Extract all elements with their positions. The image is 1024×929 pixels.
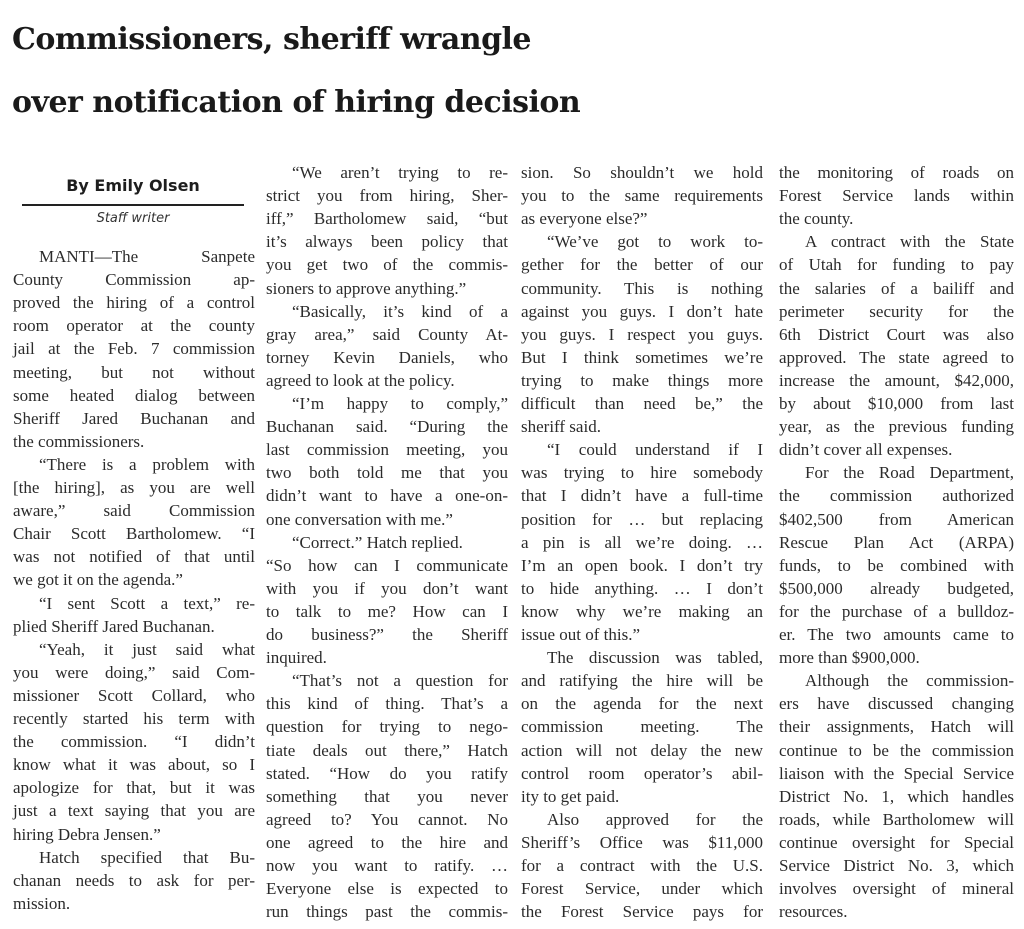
article-line: “There is a problem with — [39, 454, 255, 474]
article-line: “I could understand if I — [547, 440, 763, 460]
article-line: trying to make things more — [521, 370, 763, 390]
article-line: But I think sometimes we’re — [521, 347, 763, 367]
article-line: you to the same requirements — [521, 186, 763, 206]
article-line: and ratifying the hire will be — [521, 671, 763, 691]
article-line: strict you from hiring, Sher- — [266, 186, 508, 206]
article-line: inquired. — [266, 648, 327, 668]
article-line: you were doing,” said Com- — [13, 662, 255, 682]
article-line: some heated dialog between — [13, 385, 255, 405]
article-line: position for … but replacing — [521, 509, 763, 529]
article-line: community. This is nothing — [521, 278, 763, 298]
article-line: didn’t want to have a one-on- — [266, 486, 508, 506]
article-line: Buchanan said. “During the — [266, 417, 508, 437]
article-line: funds, to be combined with — [779, 555, 1014, 575]
article-line: you get two of the commis- — [266, 255, 508, 275]
article-line: 6th District Court was also — [779, 324, 1014, 344]
article-line: For the Road Department, — [805, 463, 1014, 483]
byline: By Emily Olsen — [66, 176, 200, 195]
article-line: plied Sheriff Jared Buchanan. — [13, 616, 215, 636]
article-line: the commission. “I didn’t — [13, 732, 255, 752]
article-line: MANTI—The Sanpete — [39, 247, 255, 266]
article-line: meeting, but not without — [13, 362, 255, 382]
article-line: we got it on the agenda.” — [13, 570, 183, 590]
article-line: didn’t cover all expenses. — [779, 440, 953, 460]
article-line: Chair Scott Bartholomew. “I — [13, 524, 255, 544]
headline-line: Commissioners, sheriff wrangle — [12, 22, 532, 57]
article-line: commission meeting. The — [521, 717, 763, 737]
article-line: the monitoring of roads on — [779, 163, 1014, 182]
article-line: continue oversight for Special — [779, 832, 1014, 852]
article-line: that I didn’t have a full-time — [521, 486, 763, 506]
article-line: “We’ve got to work to- — [547, 232, 763, 252]
article-line: aware,” said Commission — [13, 501, 255, 521]
article-line: iff,” Bartholomew said, “but — [266, 209, 508, 229]
article-line: proved the hiring of a control — [13, 293, 255, 313]
article-line: the salaries of a bailiff and — [779, 278, 1014, 298]
article-line: “I sent Scott a text,” re- — [39, 593, 255, 613]
article-line: the commission authorized — [779, 486, 1014, 506]
article-line: Although the commission- — [805, 671, 1014, 691]
article-line: was trying to hire somebody — [521, 463, 763, 483]
headline — [12, 8, 1022, 134]
article-line: A contract with the State — [805, 232, 1014, 252]
article-line: of Utah for funding to pay — [779, 255, 1014, 275]
article-line: gray area,” said County At- — [266, 324, 508, 344]
article-line: hiring Debra Jensen.” — [13, 824, 161, 844]
article-line: Sheriff Jared Buchanan and — [13, 408, 255, 428]
article-line: tiate deals out there,” Hatch — [266, 740, 508, 760]
article-line: one conversation with me.” — [266, 509, 453, 529]
article-line: it’s always been policy that — [266, 232, 508, 252]
article-line: the Forest Service pays for — [521, 902, 763, 922]
article-line: Forest Service, under which — [521, 879, 763, 899]
article-line: difficult than need be,” the — [521, 394, 763, 413]
article-line: jail at the Feb. 7 commission — [13, 339, 255, 359]
article-line: $500,000 already budgeted, — [779, 578, 1014, 598]
article-line: “I’m happy to comply,” — [292, 394, 508, 413]
article-line: action will not delay the new — [521, 740, 763, 760]
article-line: on the agenda for the next — [521, 694, 763, 714]
article-line: Also approved for the — [547, 809, 763, 829]
article-line: increase the amount, $42,000, — [779, 370, 1014, 390]
article-line: perimeter security for the — [779, 301, 1014, 321]
article-line: approved. The state agreed to — [779, 347, 1014, 367]
article-line: to talk to me? How can I — [266, 601, 508, 621]
article-line: the commissioners. — [13, 431, 145, 451]
article-line: question for trying to nego- — [266, 717, 508, 737]
article-line: run things past the commis- — [266, 902, 508, 922]
article-line: Everyone else is expected to — [266, 879, 508, 899]
article-line: sheriff said. — [521, 417, 601, 437]
article-line: Sheriff’s Office was $11,000 — [521, 832, 763, 852]
article-line: continue to be the commission — [779, 740, 1014, 760]
article-line: something that you never — [266, 786, 508, 806]
article-line: ity to get paid. — [521, 786, 620, 806]
article-line: Service District No. 3, which — [779, 856, 1014, 875]
headline-line: over notification of hiring decision — [12, 85, 581, 120]
article-line: this kind of thing. That’s a — [266, 694, 508, 714]
article-line: do business?” the Sheriff — [266, 625, 508, 644]
article-line: mission. — [13, 893, 71, 913]
article-line: their assignments, Hatch will — [779, 717, 1014, 737]
article-line: was not notified of that until — [13, 547, 255, 567]
article-line: “That’s not a question for — [292, 671, 508, 691]
article-line: you guys. I respect you guys. — [521, 324, 763, 344]
article-line: control room operator’s abil- — [521, 763, 763, 783]
article-line: “Yeah, it just said what — [39, 639, 255, 659]
article-line: torney Kevin Daniels, who — [266, 347, 508, 367]
article-line: last commission meeting, you — [266, 440, 508, 460]
author-role: Staff writer — [96, 211, 170, 226]
byline-divider — [22, 204, 244, 206]
article-line: know what it was about, so I — [13, 755, 255, 775]
article-line: recently started his term with — [13, 709, 255, 728]
article-line: sioners to approve anything.” — [266, 278, 467, 298]
article-line: a pin is all we’re doing. … — [521, 532, 763, 552]
article-line: as everyone else?” — [521, 209, 648, 229]
article-line: gether for the better of our — [521, 255, 763, 275]
article-line: missioner Scott Collard, who — [13, 685, 255, 705]
article-line: agreed to? You cannot. No — [266, 809, 508, 829]
article-line: The discussion was tabled, — [547, 648, 763, 668]
article-line: just a text saying that you are — [13, 801, 255, 821]
article-line: ers have discussed changing — [779, 694, 1014, 714]
article-line: Forest Service lands within — [779, 186, 1014, 206]
article-line: Rescue Plan Act (ARPA) — [779, 532, 1014, 552]
article-line: by about $10,000 from last — [779, 394, 1014, 413]
article-line: “Correct.” Hatch replied. — [292, 532, 463, 552]
article-line: year, as the previous funding — [779, 417, 1014, 437]
article-line: apologize for that, but it was — [13, 778, 255, 798]
article-line: roads, while Bartholomew will — [779, 809, 1014, 829]
article-line: sion. So shouldn’t we hold — [521, 163, 763, 182]
article-line: [the hiring], as you are well — [13, 478, 255, 497]
article-line: “We aren’t trying to re- — [292, 163, 508, 182]
article-line: I’m an open book. I don’t try — [521, 555, 763, 575]
article-line: Hatch specified that Bu- — [39, 847, 255, 867]
article-line: more than $900,000. — [779, 648, 920, 668]
article-line: “So how can I communicate — [266, 555, 508, 575]
article-line: issue out of this.” — [521, 625, 640, 644]
article-line: one agreed to the hire and — [266, 832, 508, 852]
article-line: two both told me that you — [266, 463, 508, 483]
article-line: room operator at the county — [13, 316, 255, 336]
article-line: County Commission ap- — [13, 270, 255, 290]
article-line: for the purchase of a bulldoz- — [779, 601, 1014, 621]
article-line: $402,500 from American — [779, 509, 1014, 529]
article-line: with you if you don’t want — [266, 578, 508, 598]
article-line: agreed to look at the policy. — [266, 370, 455, 390]
article-line: for a contract with the U.S. — [521, 856, 763, 875]
article-line: involves oversight of mineral — [779, 879, 1014, 899]
article-line: er. The two amounts came to — [779, 625, 1014, 644]
article-line: against you guys. I don’t hate — [521, 301, 763, 321]
article-line: the county. — [779, 209, 854, 229]
article-line: liaison with the Special Service — [779, 763, 1014, 783]
article-line: now you want to ratify. … — [266, 856, 508, 875]
article-line: resources. — [779, 902, 848, 922]
article-line: know why we’re making an — [521, 601, 763, 621]
article-line: District No. 1, which handles — [779, 786, 1014, 806]
article-line: “Basically, it’s kind of a — [292, 301, 508, 321]
article-line: stated. “How do you ratify — [266, 763, 508, 783]
article-line: to hide anything. … I don’t — [521, 578, 763, 598]
article-line: chanan needs to ask for per- — [13, 870, 255, 890]
